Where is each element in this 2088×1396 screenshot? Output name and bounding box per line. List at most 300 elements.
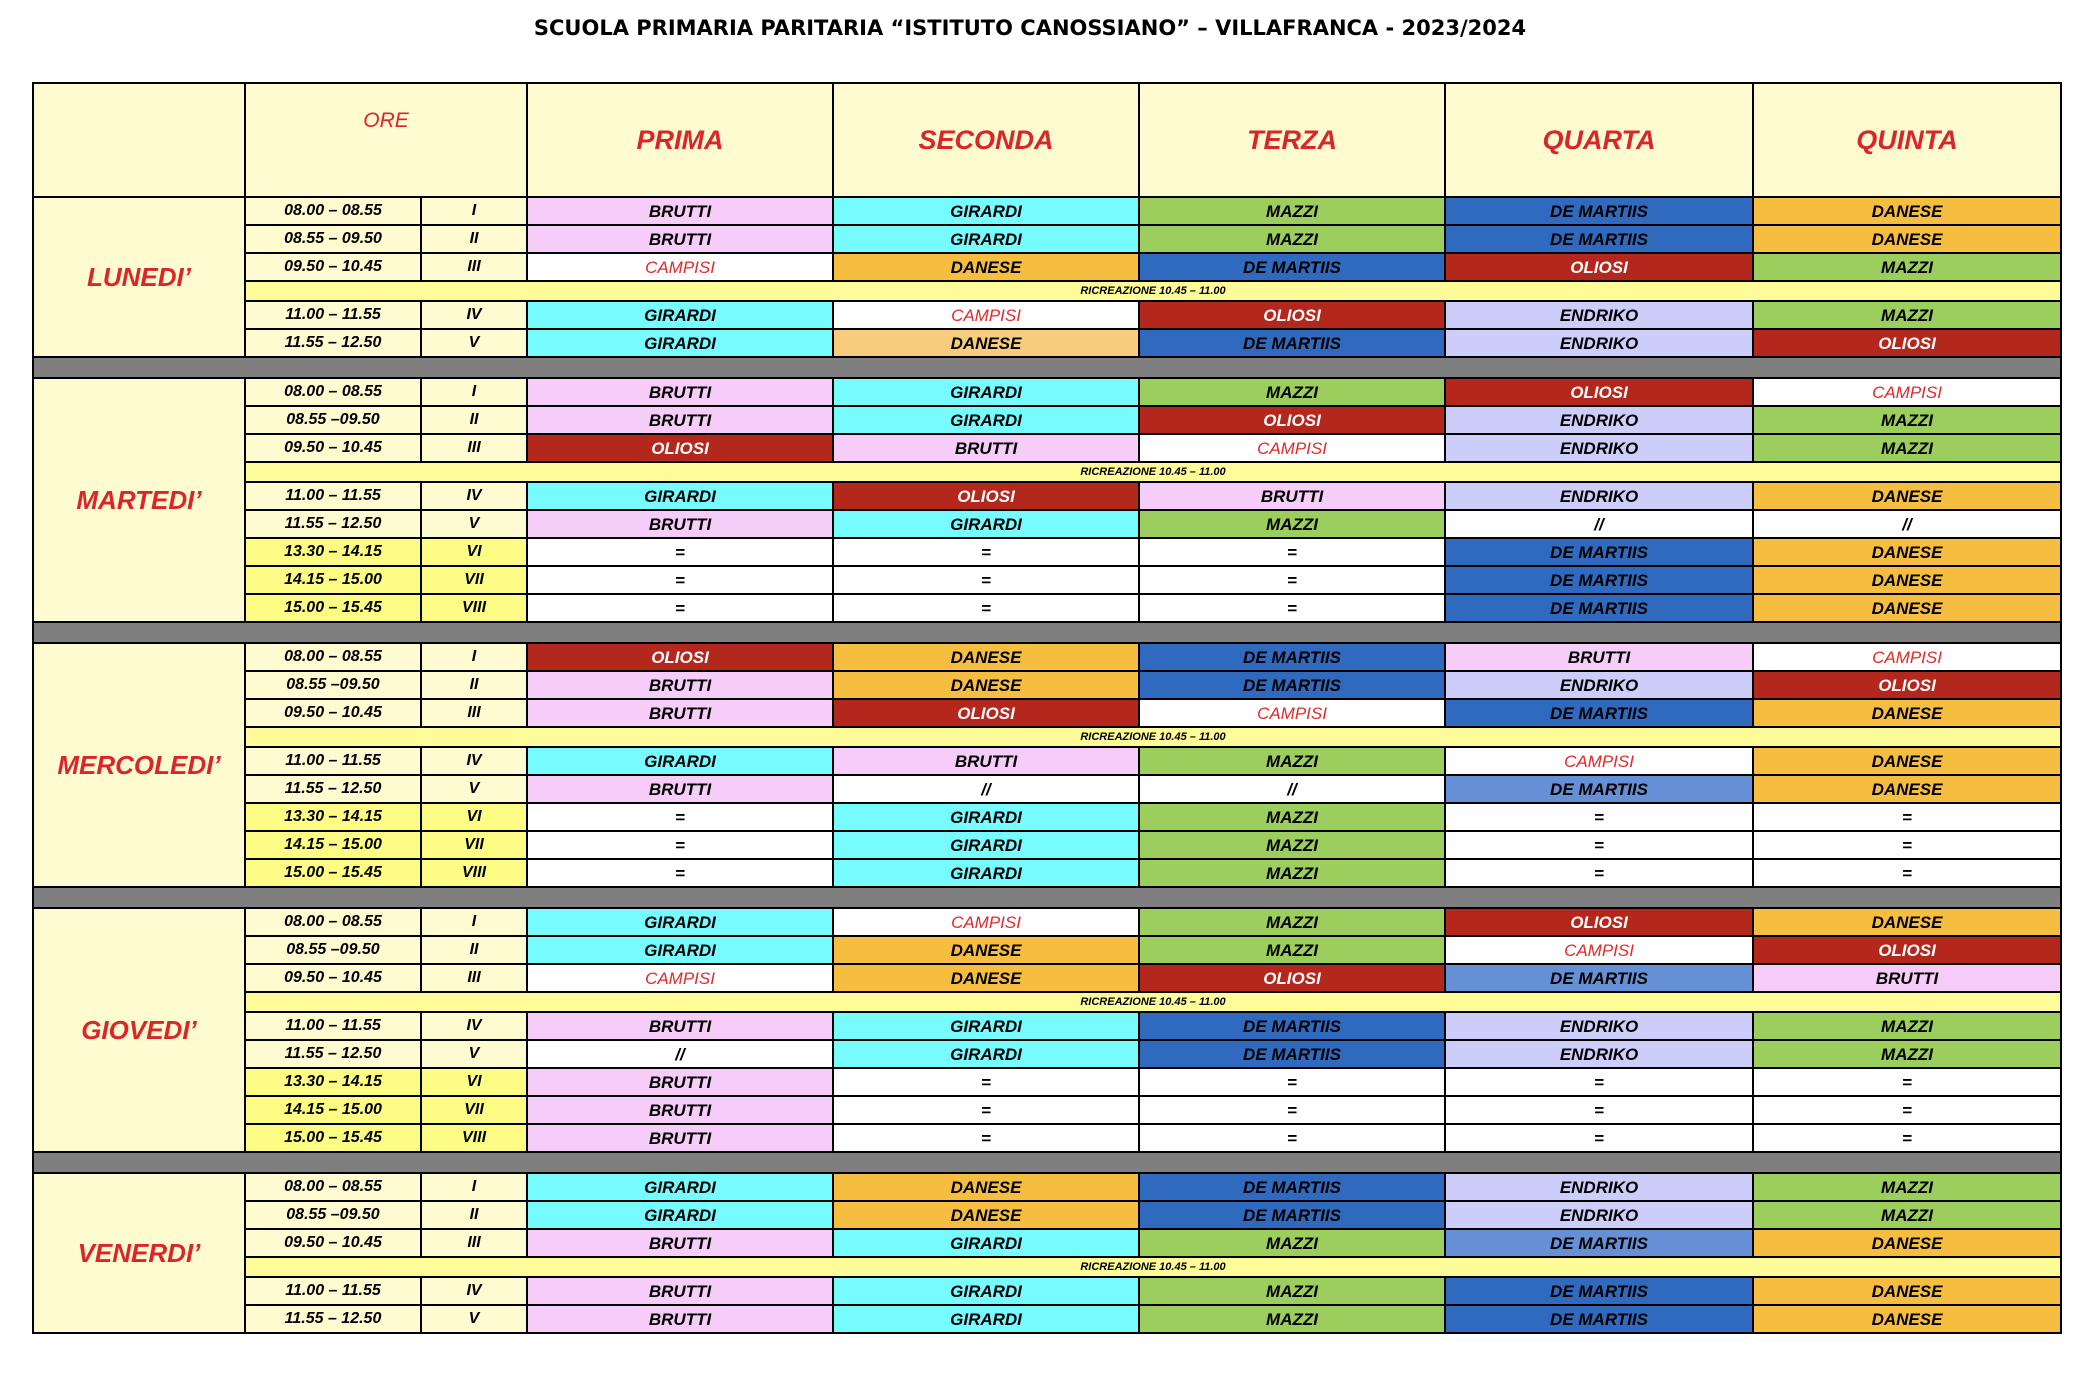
lesson-row (33, 329, 2061, 357)
teacher-cell: = (833, 1096, 1139, 1124)
teacher-cell: DE MARTIIS (1139, 1173, 1445, 1201)
day-separator (33, 357, 2061, 378)
teacher-cell: // (833, 775, 1139, 803)
teacher-cell: = (527, 594, 833, 622)
teacher-cell: ENDRIKO (1445, 1201, 1753, 1229)
teacher-cell: DANESE (1753, 197, 2061, 225)
teacher-cell: CAMPISI (527, 253, 833, 281)
teacher-cell: GIRARDI (527, 936, 833, 964)
teacher-cell: = (1445, 859, 1753, 887)
teacher-cell: = (1445, 803, 1753, 831)
period-cell: I (421, 197, 527, 225)
day-separator (33, 622, 2061, 643)
lesson-row (33, 225, 2061, 253)
teacher-cell: GIRARDI (527, 908, 833, 936)
teacher-cell: OLIOSI (1445, 253, 1753, 281)
teacher-cell: BRUTTI (527, 1305, 833, 1333)
teacher-cell: CAMPISI (1445, 936, 1753, 964)
teacher-cell: DANESE (833, 964, 1139, 992)
teacher-cell: = (833, 566, 1139, 594)
teacher-cell: MAZZI (1753, 1012, 2061, 1040)
header-ore: ORE (245, 83, 527, 197)
day-label-giovedi: GIOVEDI’ (33, 908, 245, 1152)
teacher-cell: BRUTTI (527, 378, 833, 406)
teacher-cell: = (833, 1068, 1139, 1096)
lesson-row (33, 964, 2061, 992)
time-cell: 14.15 – 15.00 (245, 831, 421, 859)
teacher-cell: DANESE (1753, 566, 2061, 594)
teacher-cell: BRUTTI (527, 1277, 833, 1305)
teacher-cell: BRUTTI (833, 434, 1139, 462)
lesson-row (33, 406, 2061, 434)
period-cell: III (421, 964, 527, 992)
teacher-cell: ENDRIKO (1445, 1040, 1753, 1068)
teacher-cell: DE MARTIIS (1445, 225, 1753, 253)
teacher-cell: BRUTTI (527, 406, 833, 434)
time-cell: 09.50 – 10.45 (245, 964, 421, 992)
period-cell: II (421, 225, 527, 253)
header-class-prima: PRIMA (527, 83, 833, 197)
teacher-cell: BRUTTI (527, 225, 833, 253)
teacher-cell: CAMPISI (1753, 378, 2061, 406)
teacher-cell: DE MARTIIS (1445, 594, 1753, 622)
period-cell: V (421, 1305, 527, 1333)
lesson-row (33, 671, 2061, 699)
teacher-cell: GIRARDI (833, 225, 1139, 253)
lesson-row (33, 566, 2061, 594)
time-cell: 11.55 – 12.50 (245, 1040, 421, 1068)
recess-row (33, 281, 2061, 301)
lesson-row (33, 643, 2061, 671)
teacher-cell: CAMPISI (1445, 747, 1753, 775)
recess-label: RICREAZIONE 10.45 – 11.00 (245, 1257, 2061, 1277)
teacher-cell: GIRARDI (833, 1229, 1139, 1257)
period-cell: III (421, 253, 527, 281)
teacher-cell: DANESE (1753, 1305, 2061, 1333)
header-class-seconda: SECONDA (833, 83, 1139, 197)
lesson-row (33, 1229, 2061, 1257)
teacher-cell: DANESE (833, 1173, 1139, 1201)
period-cell: III (421, 1229, 527, 1257)
teacher-cell: GIRARDI (833, 859, 1139, 887)
teacher-cell: GIRARDI (833, 378, 1139, 406)
teacher-cell: = (1753, 1068, 2061, 1096)
teacher-cell: OLIOSI (1139, 964, 1445, 992)
teacher-cell: MAZZI (1139, 1305, 1445, 1333)
lesson-row (33, 253, 2061, 281)
time-cell: 14.15 – 15.00 (245, 1096, 421, 1124)
lesson-row (33, 803, 2061, 831)
period-cell: VII (421, 566, 527, 594)
teacher-cell: BRUTTI (527, 1068, 833, 1096)
day-separator (33, 1152, 2061, 1173)
teacher-cell: = (527, 859, 833, 887)
time-cell: 15.00 – 15.45 (245, 1124, 421, 1152)
period-cell: II (421, 1201, 527, 1229)
teacher-cell: ENDRIKO (1445, 329, 1753, 357)
lesson-row (33, 538, 2061, 566)
teacher-cell: DE MARTIIS (1139, 1040, 1445, 1068)
period-cell: VIII (421, 1124, 527, 1152)
teacher-cell: MAZZI (1139, 908, 1445, 936)
lesson-row (33, 1305, 2061, 1333)
teacher-cell: = (833, 538, 1139, 566)
time-cell: 11.55 – 12.50 (245, 775, 421, 803)
teacher-cell: BRUTTI (833, 747, 1139, 775)
teacher-cell: OLIOSI (1753, 936, 2061, 964)
lesson-row (33, 775, 2061, 803)
lesson-row (33, 1012, 2061, 1040)
teacher-cell: DANESE (833, 253, 1139, 281)
teacher-cell: = (1445, 831, 1753, 859)
teacher-cell: = (1445, 1096, 1753, 1124)
teacher-cell: GIRARDI (833, 510, 1139, 538)
teacher-cell: DANESE (1753, 699, 2061, 727)
time-cell: 15.00 – 15.45 (245, 859, 421, 887)
period-cell: VIII (421, 594, 527, 622)
time-cell: 13.30 – 14.15 (245, 538, 421, 566)
period-cell: III (421, 434, 527, 462)
teacher-cell: DE MARTIIS (1445, 566, 1753, 594)
teacher-cell: // (1139, 775, 1445, 803)
time-cell: 08.55 –09.50 (245, 406, 421, 434)
teacher-cell: MAZZI (1753, 253, 2061, 281)
teacher-cell: = (833, 594, 1139, 622)
period-cell: V (421, 329, 527, 357)
teacher-cell: = (1445, 1124, 1753, 1152)
teacher-cell: DE MARTIIS (1139, 253, 1445, 281)
teacher-cell: MAZZI (1139, 803, 1445, 831)
lesson-row (33, 594, 2061, 622)
teacher-cell: MAZZI (1139, 831, 1445, 859)
teacher-cell: MAZZI (1753, 1201, 2061, 1229)
recess-row (33, 992, 2061, 1012)
page-title: SCUOLA PRIMARIA PARITARIA “ISTITUTO CANOSSIANO” – VILLAFRANCA - 2023/2024 (533, 16, 1527, 40)
header-class-quinta: QUINTA (1753, 83, 2061, 197)
time-cell: 08.00 – 08.55 (245, 197, 421, 225)
teacher-cell: DE MARTIIS (1445, 699, 1753, 727)
lesson-row (33, 747, 2061, 775)
time-cell: 08.55 –09.50 (245, 1201, 421, 1229)
recess-row (33, 1257, 2061, 1277)
teacher-cell: DANESE (1753, 1277, 2061, 1305)
teacher-cell: OLIOSI (1139, 301, 1445, 329)
teacher-cell: DE MARTIIS (1139, 329, 1445, 357)
time-cell: 11.55 – 12.50 (245, 329, 421, 357)
lesson-row (33, 510, 2061, 538)
teacher-cell: = (833, 1124, 1139, 1152)
teacher-cell: MAZZI (1139, 225, 1445, 253)
teacher-cell: CAMPISI (1139, 434, 1445, 462)
header-row (33, 83, 2061, 197)
recess-label: RICREAZIONE 10.45 – 11.00 (245, 727, 2061, 747)
teacher-cell: DANESE (1753, 908, 2061, 936)
time-cell: 09.50 – 10.45 (245, 1229, 421, 1257)
time-cell: 14.15 – 15.00 (245, 566, 421, 594)
recess-row (33, 462, 2061, 482)
teacher-cell: ENDRIKO (1445, 1012, 1753, 1040)
teacher-cell: OLIOSI (527, 643, 833, 671)
teacher-cell: GIRARDI (833, 1277, 1139, 1305)
teacher-cell: = (1139, 1068, 1445, 1096)
teacher-cell: BRUTTI (527, 1012, 833, 1040)
teacher-cell: BRUTTI (527, 510, 833, 538)
header-class-terza: TERZA (1139, 83, 1445, 197)
recess-label: RICREAZIONE 10.45 – 11.00 (245, 462, 2061, 482)
teacher-cell: DE MARTIIS (1445, 538, 1753, 566)
teacher-cell: // (527, 1040, 833, 1068)
teacher-cell: OLIOSI (1445, 378, 1753, 406)
time-cell: 11.55 – 12.50 (245, 1305, 421, 1333)
teacher-cell: DANESE (1753, 225, 2061, 253)
period-cell: VII (421, 1096, 527, 1124)
teacher-cell: DANESE (833, 936, 1139, 964)
day-label-mercoledi: MERCOLEDI’ (33, 643, 245, 887)
teacher-cell: OLIOSI (1753, 329, 2061, 357)
teacher-cell: BRUTTI (527, 197, 833, 225)
teacher-cell: = (1139, 566, 1445, 594)
lesson-row (33, 301, 2061, 329)
period-cell: II (421, 406, 527, 434)
period-cell: I (421, 643, 527, 671)
teacher-cell: GIRARDI (527, 482, 833, 510)
teacher-cell: = (1753, 1124, 2061, 1152)
teacher-cell: CAMPISI (833, 301, 1139, 329)
teacher-cell: = (1753, 859, 2061, 887)
teacher-cell: = (1139, 538, 1445, 566)
teacher-cell: DE MARTIIS (1445, 775, 1753, 803)
day-label-venerdi: VENERDI’ (33, 1173, 245, 1333)
time-cell: 08.55 –09.50 (245, 671, 421, 699)
period-cell: II (421, 936, 527, 964)
period-cell: I (421, 908, 527, 936)
teacher-cell: = (1753, 1096, 2061, 1124)
teacher-cell: ENDRIKO (1445, 482, 1753, 510)
period-cell: I (421, 378, 527, 406)
time-cell: 11.00 – 11.55 (245, 1012, 421, 1040)
teacher-cell: MAZZI (1753, 434, 2061, 462)
teacher-cell: MAZZI (1139, 378, 1445, 406)
period-cell: III (421, 699, 527, 727)
time-cell: 13.30 – 14.15 (245, 803, 421, 831)
teacher-cell: = (527, 538, 833, 566)
teacher-cell: MAZZI (1139, 510, 1445, 538)
lesson-row (33, 1277, 2061, 1305)
teacher-cell: GIRARDI (527, 747, 833, 775)
teacher-cell: // (1445, 510, 1753, 538)
teacher-cell: GIRARDI (527, 1201, 833, 1229)
teacher-cell: MAZZI (1753, 1173, 2061, 1201)
teacher-cell: GIRARDI (833, 197, 1139, 225)
lesson-row (33, 1068, 2061, 1096)
teacher-cell: OLIOSI (1753, 671, 2061, 699)
teacher-cell: DE MARTIIS (1445, 1277, 1753, 1305)
teacher-cell: MAZZI (1753, 301, 2061, 329)
teacher-cell: DE MARTIIS (1445, 197, 1753, 225)
day-label-lunedi: LUNEDI’ (33, 197, 245, 357)
time-cell: 08.00 – 08.55 (245, 1173, 421, 1201)
period-cell: IV (421, 747, 527, 775)
teacher-cell: MAZZI (1753, 1040, 2061, 1068)
teacher-cell: GIRARDI (527, 301, 833, 329)
time-cell: 11.00 – 11.55 (245, 482, 421, 510)
teacher-cell: GIRARDI (833, 831, 1139, 859)
recess-label: RICREAZIONE 10.45 – 11.00 (245, 992, 2061, 1012)
teacher-cell: DE MARTIIS (1139, 1201, 1445, 1229)
period-cell: VIII (421, 859, 527, 887)
teacher-cell: DANESE (1753, 775, 2061, 803)
period-cell: V (421, 775, 527, 803)
teacher-cell: = (1445, 1068, 1753, 1096)
teacher-cell: DANESE (833, 643, 1139, 671)
lesson-row (33, 936, 2061, 964)
period-cell: IV (421, 1277, 527, 1305)
period-cell: IV (421, 301, 527, 329)
teacher-cell: OLIOSI (1139, 406, 1445, 434)
teacher-cell: MAZZI (1139, 747, 1445, 775)
lesson-row (33, 1096, 2061, 1124)
teacher-cell: OLIOSI (527, 434, 833, 462)
teacher-cell: DE MARTIIS (1139, 1012, 1445, 1040)
teacher-cell: OLIOSI (833, 482, 1139, 510)
time-cell: 09.50 – 10.45 (245, 253, 421, 281)
teacher-cell: BRUTTI (527, 775, 833, 803)
teacher-cell: DANESE (1753, 538, 2061, 566)
day-separator-bar (33, 1152, 2061, 1173)
lesson-row (33, 434, 2061, 462)
recess-row (33, 727, 2061, 747)
day-separator-bar (33, 887, 2061, 908)
time-cell: 11.00 – 11.55 (245, 301, 421, 329)
lesson-row (33, 1124, 2061, 1152)
teacher-cell: MAZZI (1139, 1229, 1445, 1257)
teacher-cell: = (1139, 594, 1445, 622)
time-cell: 15.00 – 15.45 (245, 594, 421, 622)
period-cell: II (421, 671, 527, 699)
teacher-cell: BRUTTI (527, 699, 833, 727)
teacher-cell: MAZZI (1139, 936, 1445, 964)
time-cell: 13.30 – 14.15 (245, 1068, 421, 1096)
day-separator-bar (33, 357, 2061, 378)
teacher-cell: DANESE (833, 1201, 1139, 1229)
period-cell: I (421, 1173, 527, 1201)
period-cell: VII (421, 831, 527, 859)
period-cell: IV (421, 482, 527, 510)
lesson-row (33, 1040, 2061, 1068)
teacher-cell: OLIOSI (833, 699, 1139, 727)
period-cell: VI (421, 1068, 527, 1096)
teacher-cell: DANESE (1753, 747, 2061, 775)
time-cell: 08.00 – 08.55 (245, 643, 421, 671)
schedule-body (33, 83, 2061, 1333)
lesson-row (33, 378, 2061, 406)
time-cell: 08.00 – 08.55 (245, 378, 421, 406)
teacher-cell: GIRARDI (833, 406, 1139, 434)
teacher-cell: = (527, 566, 833, 594)
time-cell: 09.50 – 10.45 (245, 434, 421, 462)
period-cell: IV (421, 1012, 527, 1040)
teacher-cell: = (1753, 803, 2061, 831)
teacher-cell: BRUTTI (527, 1124, 833, 1152)
teacher-cell: DE MARTIIS (1139, 643, 1445, 671)
teacher-cell: DE MARTIIS (1445, 1229, 1753, 1257)
lesson-row (33, 197, 2061, 225)
teacher-cell: DE MARTIIS (1139, 671, 1445, 699)
period-cell: VI (421, 803, 527, 831)
period-cell: V (421, 1040, 527, 1068)
teacher-cell: = (1139, 1096, 1445, 1124)
time-cell: 08.55 –09.50 (245, 936, 421, 964)
header-class-quarta: QUARTA (1445, 83, 1753, 197)
lesson-row (33, 1201, 2061, 1229)
teacher-cell: GIRARDI (833, 1305, 1139, 1333)
teacher-cell: GIRARDI (527, 1173, 833, 1201)
teacher-cell: CAMPISI (1753, 643, 2061, 671)
teacher-cell: BRUTTI (527, 1096, 833, 1124)
time-cell: 09.50 – 10.45 (245, 699, 421, 727)
teacher-cell: DE MARTIIS (1445, 1305, 1753, 1333)
teacher-cell: DANESE (1753, 1229, 2061, 1257)
period-cell: V (421, 510, 527, 538)
recess-label: RICREAZIONE 10.45 – 11.00 (245, 281, 2061, 301)
teacher-cell: BRUTTI (527, 671, 833, 699)
header-corner (33, 83, 245, 197)
teacher-cell: CAMPISI (833, 908, 1139, 936)
lesson-row (33, 908, 2061, 936)
lesson-row (33, 482, 2061, 510)
teacher-cell: MAZZI (1139, 197, 1445, 225)
lesson-row (33, 699, 2061, 727)
teacher-cell: DE MARTIIS (1445, 964, 1753, 992)
teacher-cell: GIRARDI (833, 1012, 1139, 1040)
period-cell: VI (421, 538, 527, 566)
teacher-cell: = (1139, 1124, 1445, 1152)
teacher-cell: = (527, 803, 833, 831)
teacher-cell: ENDRIKO (1445, 671, 1753, 699)
teacher-cell: MAZZI (1753, 406, 2061, 434)
teacher-cell: ENDRIKO (1445, 301, 1753, 329)
teacher-cell: GIRARDI (833, 803, 1139, 831)
schedule-table (32, 82, 2062, 1334)
teacher-cell: GIRARDI (833, 1040, 1139, 1068)
teacher-cell: DANESE (1753, 482, 2061, 510)
teacher-cell: DANESE (833, 671, 1139, 699)
teacher-cell: DANESE (833, 329, 1139, 357)
teacher-cell: OLIOSI (1445, 908, 1753, 936)
lesson-row (33, 831, 2061, 859)
time-cell: 08.00 – 08.55 (245, 908, 421, 936)
lesson-row (33, 1173, 2061, 1201)
teacher-cell: ENDRIKO (1445, 406, 1753, 434)
teacher-cell: BRUTTI (1445, 643, 1753, 671)
teacher-cell: CAMPISI (1139, 699, 1445, 727)
teacher-cell: BRUTTI (1753, 964, 2061, 992)
day-separator-bar (33, 622, 2061, 643)
teacher-cell: = (527, 831, 833, 859)
teacher-cell: DANESE (1753, 594, 2061, 622)
time-cell: 11.00 – 11.55 (245, 747, 421, 775)
time-cell: 08.55 – 09.50 (245, 225, 421, 253)
day-label-martedi: MARTEDI’ (33, 378, 245, 622)
teacher-cell: // (1753, 510, 2061, 538)
teacher-cell: BRUTTI (527, 1229, 833, 1257)
time-cell: 11.55 – 12.50 (245, 510, 421, 538)
teacher-cell: MAZZI (1139, 1277, 1445, 1305)
time-cell: 11.00 – 11.55 (245, 1277, 421, 1305)
teacher-cell: ENDRIKO (1445, 1173, 1753, 1201)
teacher-cell: GIRARDI (527, 329, 833, 357)
teacher-cell: = (1753, 831, 2061, 859)
